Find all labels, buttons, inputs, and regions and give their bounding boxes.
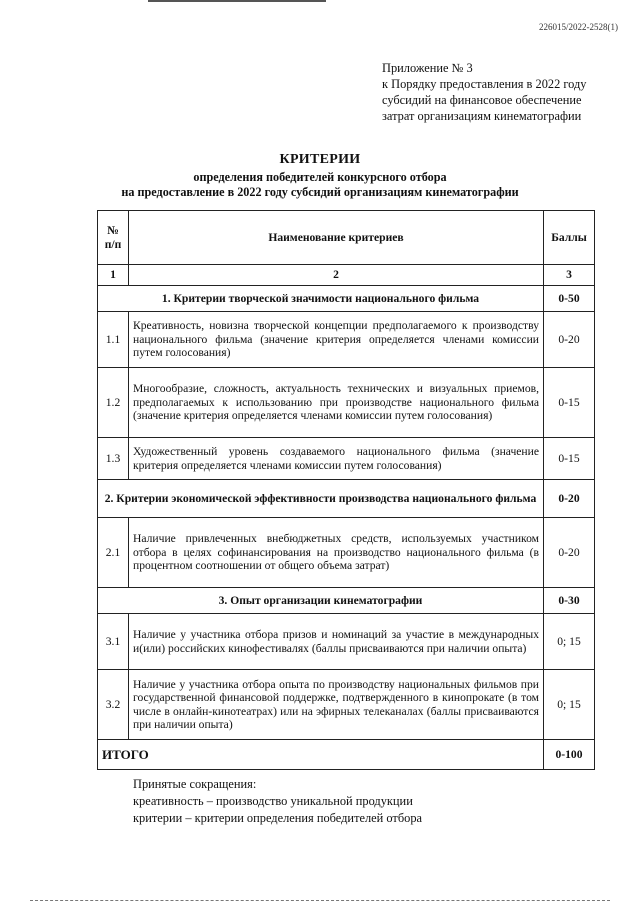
- row-text: Художественный уровень создаваемого национального фильма (значение критерия определяется членами комиссии путем голосования): [129, 438, 544, 480]
- row-score: 0-20: [544, 312, 595, 368]
- section-score: 0-20: [544, 480, 595, 518]
- appendix-line: затрат организациям кинематографии: [382, 109, 582, 123]
- row-text: Многообразие, сложность, актуальность технических и визуальных приемов, предполагаемых к использованию при производстве национального фильма (значение критерия определяется членами комиссии путем голосования): [129, 368, 544, 438]
- section-title: 1. Критерии творческой значимости национального фильма: [98, 286, 544, 312]
- document-title: КРИТЕРИИ: [279, 152, 361, 167]
- total-score: 0-100: [544, 740, 595, 770]
- subtitle-line: определения победителей конкурсного отбора: [193, 170, 447, 184]
- table-row: [98, 670, 595, 740]
- row-score: 0; 15: [544, 670, 595, 740]
- row-num: 1.2: [98, 368, 129, 438]
- row-score: 0; 15: [544, 614, 595, 670]
- section-title: 2. Критерии экономической эффективности производства национального фильма: [98, 480, 544, 518]
- row-text: Наличие у участника отбора опыта по производству национальных фильмов при государственной финансовой поддержке, подтвержденного в кинопрокате (в том числе в онлайн-кинотеатрах) или на эфирных телеканалах (баллы присваиваются при наличии опыта): [129, 670, 544, 740]
- appendix-line: Приложение № 3: [382, 61, 473, 75]
- table-row: [98, 518, 595, 588]
- bottom-edge-line: [30, 900, 610, 901]
- section-row: [98, 480, 595, 518]
- abbreviation-item: критерии – критерии определения победителей отбора: [133, 811, 423, 825]
- col-number: 1: [98, 265, 129, 286]
- section-title: 3. Опыт организации кинематографии: [98, 588, 544, 614]
- table-row: [98, 438, 595, 480]
- column-number-row: [98, 265, 595, 286]
- row-num: 3.2: [98, 670, 129, 740]
- subtitle-line: на предоставление в 2022 году субсидий организациям кинематографии: [121, 185, 519, 199]
- section-row: [98, 286, 595, 312]
- row-num: 1.3: [98, 438, 129, 480]
- table-row: [98, 368, 595, 438]
- document-number: 226015/2022-2528(1): [539, 22, 618, 32]
- abbreviations-title: Принятые сокращения:: [133, 777, 257, 791]
- table-row: [98, 312, 595, 368]
- total-label: ИТОГО: [98, 740, 544, 770]
- row-num: 3.1: [98, 614, 129, 670]
- row-num: 2.1: [98, 518, 129, 588]
- section-row: [98, 588, 595, 614]
- row-text: Креативность, новизна творческой концепции предполагаемого к производству национального фильма (значение критерия определяется членами комиссии путем голосования): [129, 312, 544, 368]
- appendix-line: субсидий на финансовое обеспечение: [382, 93, 582, 107]
- appendix-line: к Порядку предоставления в 2022 году: [382, 77, 587, 91]
- row-text: Наличие у участника отбора призов и номинаций за участие в международных и(или) российских кинофестивалях (баллы присваиваются при наличии опыта): [129, 614, 544, 670]
- table-row: [98, 614, 595, 670]
- document-subtitle: [0, 170, 640, 200]
- abbreviations-block: [133, 776, 422, 827]
- section-score: 0-30: [544, 588, 595, 614]
- appendix-block: [382, 60, 587, 124]
- total-row: [98, 740, 595, 770]
- row-score: 0-20: [544, 518, 595, 588]
- row-num: 1.1: [98, 312, 129, 368]
- row-score: 0-15: [544, 438, 595, 480]
- header-score: Баллы: [544, 211, 595, 265]
- top-edge-line: [148, 0, 326, 2]
- row-text: Наличие привлеченных внебюджетных средств, используемых участником отбора в целях софинансирования на производство национального фильма (в процентном соотношении от общего объема затрат): [129, 518, 544, 588]
- header-num: № п/п: [98, 211, 129, 265]
- abbreviation-item: креативность – производство уникальной продукции: [133, 794, 413, 808]
- section-score: 0-50: [544, 286, 595, 312]
- col-number: 2: [129, 265, 544, 286]
- table-header-row: [98, 211, 595, 265]
- header-name: Наименование критериев: [129, 211, 544, 265]
- criteria-table: [97, 210, 595, 770]
- row-score: 0-15: [544, 368, 595, 438]
- col-number: 3: [544, 265, 595, 286]
